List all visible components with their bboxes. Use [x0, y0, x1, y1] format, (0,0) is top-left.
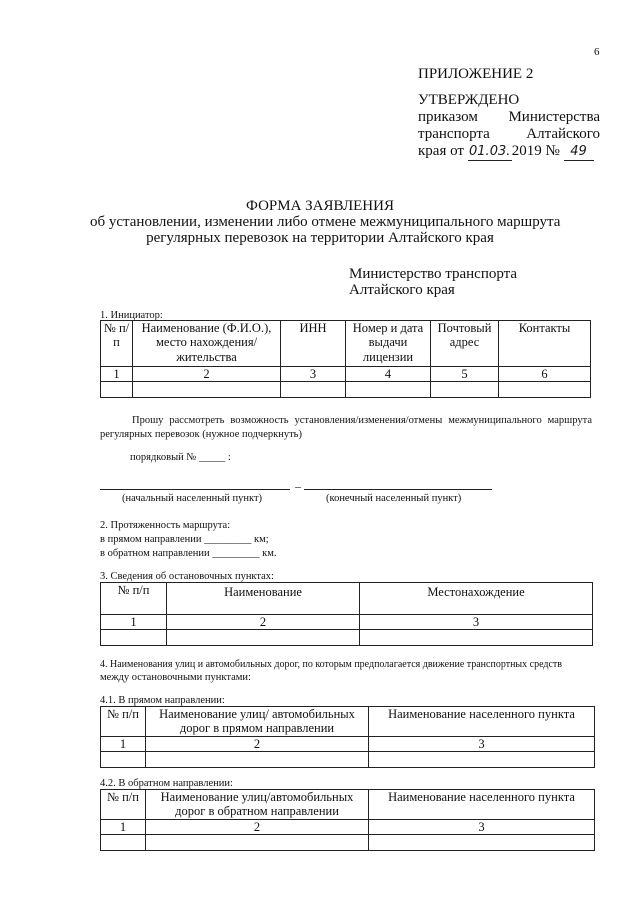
section-2	[100, 519, 276, 561]
header-cell: № п/п	[101, 790, 146, 820]
start-point-label: (начальный населенный пункт)	[122, 493, 263, 504]
form-title	[90, 198, 561, 246]
approval-line-1-left: приказом	[418, 109, 478, 125]
stops-header-row	[101, 583, 593, 615]
number-cell: 3	[369, 819, 595, 834]
request-text	[100, 414, 592, 441]
addressee-line-2: Алтайского края	[349, 282, 455, 298]
empty-cell	[146, 752, 369, 768]
section-4-label-line-2: между остановочными пунктами:	[100, 672, 251, 683]
header-cell: № п/п	[101, 583, 167, 615]
form-title-line-1: ФОРМА ЗАЯВЛЕНИЯ	[246, 198, 394, 214]
initiator-header-row	[101, 321, 591, 367]
empty-cell	[167, 630, 360, 646]
header-cell: Наименование населенного пункта	[369, 707, 595, 737]
approval-line-3	[418, 143, 600, 161]
empty-cell	[499, 382, 591, 398]
section-3-label: 3. Сведения об остановочных пунктах:	[100, 571, 274, 582]
number-cell: 2	[133, 367, 281, 382]
empty-cell	[133, 382, 281, 398]
form-title-line-2: об установлении, изменении либо отмене межмуниципального маршрута	[90, 214, 561, 230]
end-point-label: (конечный населенный пункт)	[326, 493, 462, 504]
header-cell: Наименование (Ф.И.О.), место нахождения/жительства	[133, 321, 281, 367]
forward-streets-header-row	[101, 707, 595, 737]
approval-line-1	[418, 109, 600, 126]
start-point-line	[100, 489, 290, 490]
number-cell: 1	[101, 736, 146, 751]
approval-line-2	[418, 126, 600, 143]
forward-length: в прямом направлении _________ км;	[100, 534, 269, 545]
header-cell: Наименование	[167, 583, 360, 615]
request-text-line-2: регулярных перевозок (нужное подчеркнуть)	[100, 428, 302, 440]
empty-cell	[281, 382, 346, 398]
reverse-length: в обратном направлении _________ км.	[100, 548, 277, 559]
number-cell: 1	[101, 819, 146, 834]
reverse-streets-number-row	[101, 819, 595, 834]
empty-cell	[101, 752, 146, 768]
empty-cell	[360, 630, 593, 646]
order-date-handwritten: 01.03.	[469, 144, 511, 159]
forward-streets-number-row	[101, 736, 595, 751]
number-cell: 5	[431, 367, 499, 382]
order-number-handwritten: 49	[564, 143, 594, 161]
forward-streets-empty-row	[101, 752, 595, 768]
forward-streets-table	[100, 706, 595, 768]
section-4-2-label: 4.2. В обратном направлении:	[100, 778, 233, 789]
number-cell: 4	[346, 367, 431, 382]
serial-number-field: порядковый № _____ :	[130, 452, 231, 463]
empty-cell	[369, 752, 595, 768]
initiator-number-row	[101, 367, 591, 382]
request-text-line-1: Прошу рассмотреть возможность установления/изменения/отмены межмуниципального маршрута	[132, 415, 592, 426]
header-cell: ИНН	[281, 321, 346, 367]
number-cell: 1	[101, 367, 133, 382]
section-2-label: 2. Протяженность маршрута:	[100, 520, 231, 531]
appendix-label: ПРИЛОЖЕНИЕ 2	[418, 66, 534, 82]
section-4-label	[100, 658, 600, 685]
approval-line-2-right: Алтайского	[526, 126, 600, 142]
number-cell: 6	[499, 367, 591, 382]
approval-block	[418, 66, 600, 161]
reverse-streets-table	[100, 789, 595, 851]
approval-line-2-left: транспорта	[418, 126, 490, 142]
number-cell: 1	[101, 615, 167, 630]
stops-empty-row	[101, 630, 593, 646]
empty-cell	[101, 630, 167, 646]
header-cell: Почтовый адрес	[431, 321, 499, 367]
empty-cell	[346, 382, 431, 398]
header-cell: Наименование улиц/ автомобильных дорог в прямом направлении	[146, 707, 369, 737]
header-cell: Номер и дата выдачи лицензии	[346, 321, 431, 367]
number-cell: 3	[369, 736, 595, 751]
initiator-table	[100, 320, 591, 398]
header-cell: Местонахождение	[360, 583, 593, 615]
number-cell: 2	[146, 736, 369, 751]
section-1-label: 1. Инициатор:	[100, 310, 163, 321]
form-title-line-3: регулярных перевозок на территории Алтайского края	[146, 230, 494, 246]
page-number: 6	[594, 46, 600, 58]
empty-cell	[101, 382, 133, 398]
section-4-1-label: 4.1. В прямом направлении:	[100, 695, 225, 706]
reverse-streets-empty-row	[101, 835, 595, 851]
header-cell: № п/п	[101, 321, 133, 367]
addressee-line-1: Министерство транспорта	[349, 266, 518, 282]
empty-cell	[369, 835, 595, 851]
empty-cell	[146, 835, 369, 851]
header-cell: № п/п	[101, 707, 146, 737]
end-point-line	[304, 489, 492, 490]
stops-table	[100, 582, 593, 646]
header-cell: Контакты	[499, 321, 591, 367]
header-cell: Наименование населенного пункта	[369, 790, 595, 820]
approval-line-1-right: Министерства	[508, 109, 600, 125]
addressee	[349, 266, 517, 298]
stops-number-row	[101, 615, 593, 630]
number-cell: 2	[167, 615, 360, 630]
route-dash: –	[295, 479, 301, 493]
empty-cell	[431, 382, 499, 398]
approval-line-3-prefix: края от	[418, 143, 464, 159]
empty-cell	[101, 835, 146, 851]
section-4-label-line-1: 4. Наименования улиц и автомобильных дорог, по которым предполагается движение транспортных средств	[100, 659, 562, 670]
order-year-text: 2019 №	[511, 143, 560, 159]
number-cell: 3	[360, 615, 593, 630]
header-cell: Наименование улиц/автомобильных дорог в обратном направлении	[146, 790, 369, 820]
number-cell: 2	[146, 819, 369, 834]
reverse-streets-header-row	[101, 790, 595, 820]
initiator-empty-row	[101, 382, 591, 398]
number-cell: 3	[281, 367, 346, 382]
approved-label: УТВЕРЖДЕНО	[418, 92, 520, 108]
